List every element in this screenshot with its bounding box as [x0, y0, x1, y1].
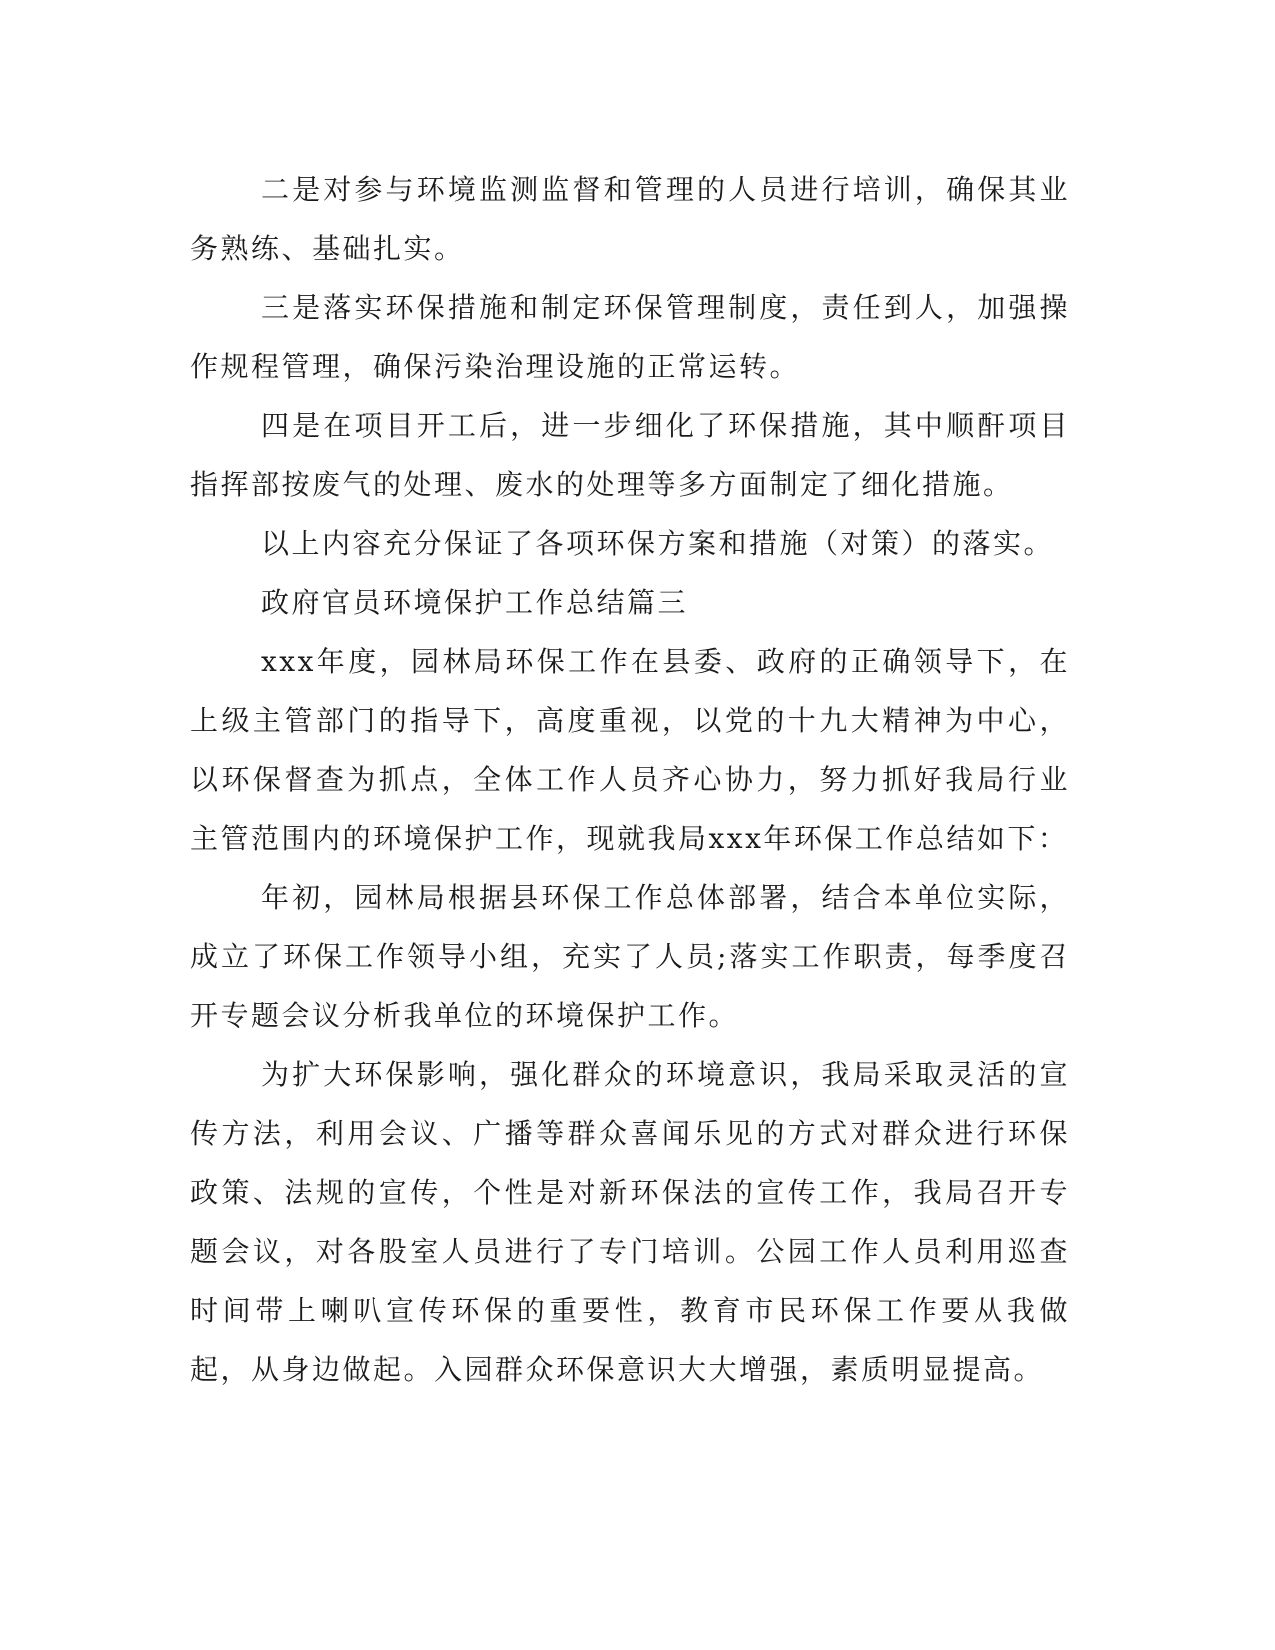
paragraph-annual-overview: xxx年度，园林局环保工作在县委、政府的正确领导下，在上级主管部门的指导下，高度重视，以党的十九大精神为中心，以环保督查为抓点，全体工作人员齐心协力，努力抓好我局行业主管范围内的环境保护工作，现就我局xxx年环保工作总结如下： — [190, 645, 1070, 855]
paragraph-measures: 三是落实环保措施和制定环保管理制度，责任到人，加强操作规程管理，确保污染治理设施的正常运转。 — [190, 291, 1070, 383]
document-body — [190, 160, 1070, 1399]
section-heading: 政府官员环境保护工作总结篇三 — [261, 586, 689, 619]
paragraph-publicity: 为扩大环保影响，强化群众的环境意识，我局采取灵活的宣传方法，利用会议、广播等群众喜闻乐见的方式对群众进行环保政策、法规的宣传，个性是对新环保法的宣传工作，我局召开专题会议，对各股室人员进行了专门培训。公园工作人员利用巡查时间带上喇叭宣传环保的重要性，教育市民环保工作要从我做起，从身边做起。入园群众环保意识大大增强，素质明显提高。 — [190, 1058, 1070, 1386]
paragraph-summary: 以上内容充分保证了各项环保方案和措施（对策）的落实。 — [261, 527, 1055, 560]
paragraph-project: 四是在项目开工后，进一步细化了环保措施，其中顺酐项目指挥部按废气的处理、废水的处理等多方面制定了细化措施。 — [190, 409, 1070, 501]
paragraph-training: 二是对参与环境监测监督和管理的人员进行培训，确保其业务熟练、基础扎实。 — [190, 173, 1070, 265]
paragraph-leadership-group: 年初，园林局根据县环保工作总体部署，结合本单位实际，成立了环保工作领导小组，充实了人员;落实工作职责，每季度召开专题会议分析我单位的环境保护工作。 — [190, 881, 1070, 1032]
